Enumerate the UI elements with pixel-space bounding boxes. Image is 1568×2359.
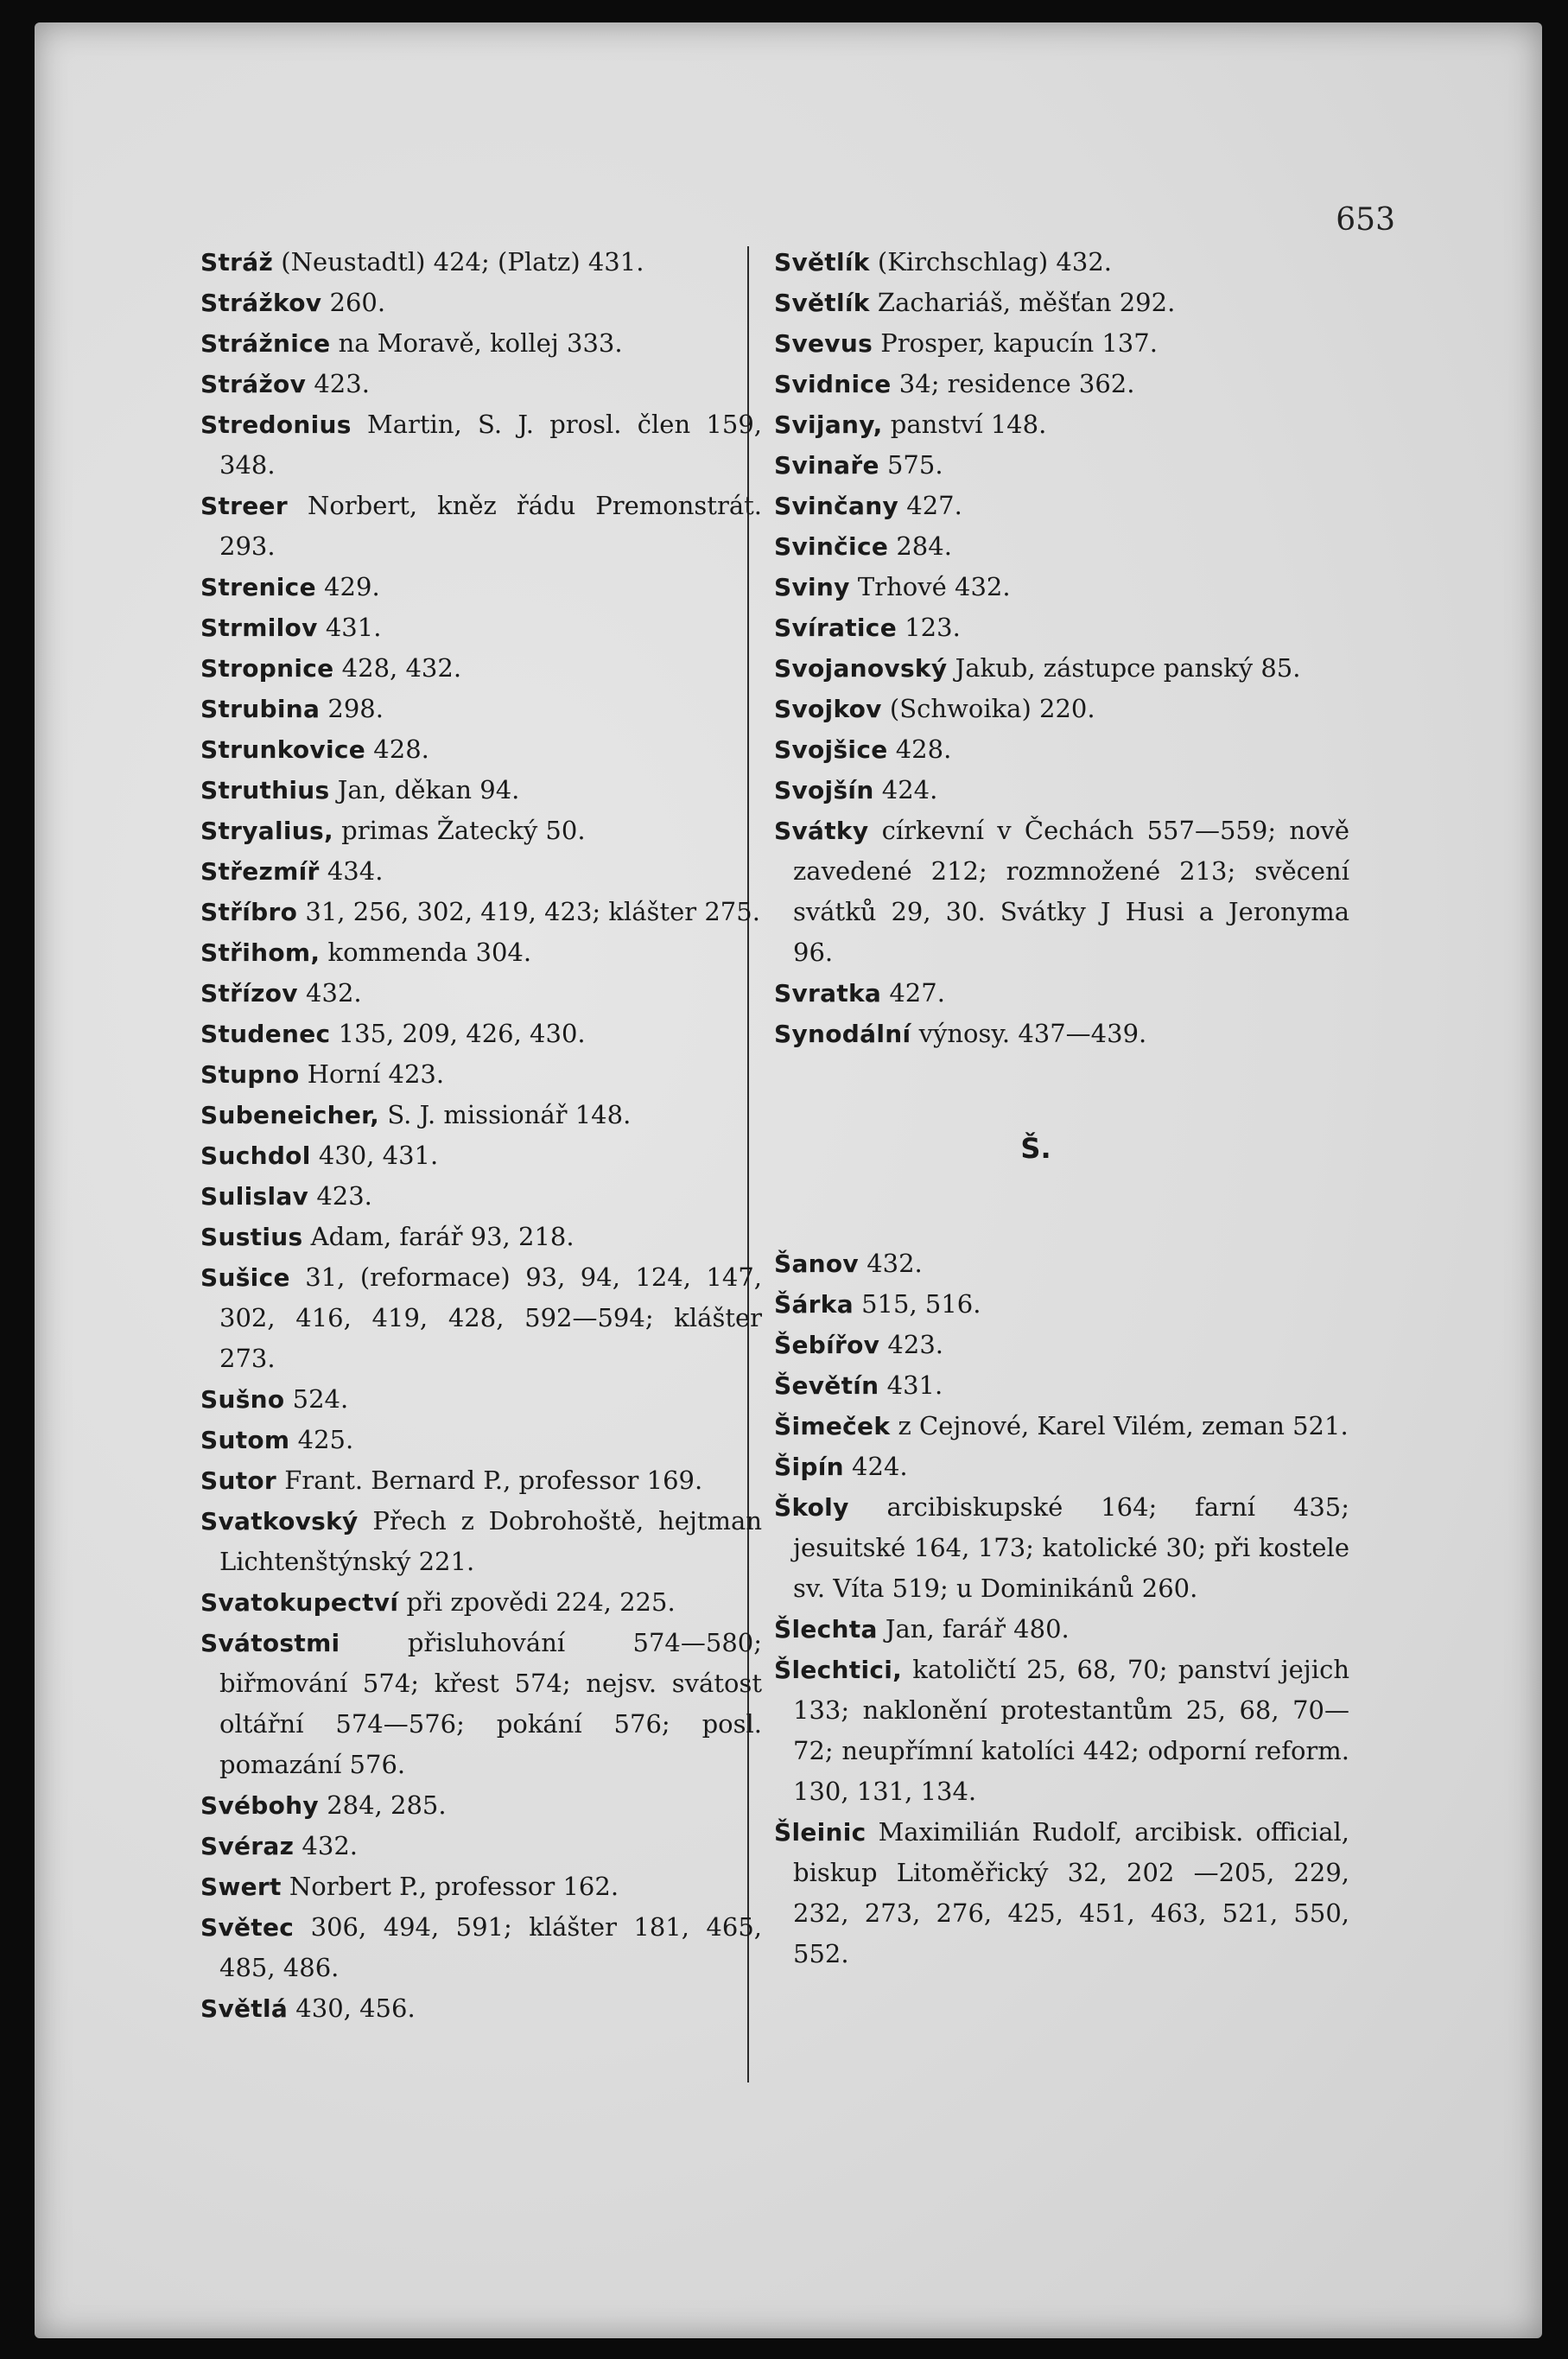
entry-references: 284. [888,531,952,561]
entry-references: 31, (reformace) 93, 94, 124, 147, 302, 416, 419, 428, 592—594; klášter 273. [219,1262,762,1373]
index-entry [200,1379,762,1420]
index-column-right [774,242,1349,1974]
index-entry [200,892,762,932]
entry-headword: Světlík [774,248,870,277]
entry-headword: Synodální [774,1020,911,1048]
entry-headword: Strubina [200,695,321,723]
entry-headword: Studenec [200,1020,331,1048]
entry-headword: Svinčany [774,492,899,520]
index-entry [774,1406,1349,1447]
entry-headword: Světlá [200,1994,289,2023]
entry-headword: Šárka [774,1290,854,1319]
entry-references: Norbert P., professor 162. [281,1872,619,1901]
entry-references: Jan, děkan 94. [329,775,520,804]
entry-headword: Sušno [200,1385,285,1414]
entry-headword: Střihom, [200,938,321,967]
index-entry [774,729,1349,770]
entry-references: 524. [284,1384,349,1414]
entry-references: Zachariáš, měšťan 292. [869,288,1176,317]
index-entry [200,242,762,283]
entry-references: 123. [897,613,961,642]
entry-headword: Svojanovský [774,654,948,683]
entry-headword: Stupno [200,1060,300,1089]
entry-headword: Svébohy [200,1791,319,1820]
entry-headword: Šimeček [774,1412,891,1440]
index-entry [774,1609,1349,1650]
entry-references: 424. [843,1452,908,1481]
entry-headword: Šipín [774,1453,844,1481]
entry-headword: Šebířov [774,1331,880,1359]
entry-headword: Svojkov [774,695,882,723]
index-entry [200,1257,762,1379]
entry-references: 428. [887,734,952,764]
entry-references: 423. [879,1330,943,1359]
index-group-s [774,242,1349,1054]
entry-references: (Schwoika) 220. [881,694,1095,723]
index-entry [200,1095,762,1135]
entry-headword: Strážkov [200,289,322,317]
entry-references: přisluhování 574—580; biřmování 574; křest 574; nejsv. svátost oltářní 574—576; pokání 576; posl. pomazání 576. [219,1628,762,1779]
index-entry [774,445,1349,486]
entry-references: (Neustadtl) 424; (Platz) 431. [273,247,644,277]
entry-headword: Sviny [774,573,850,601]
index-entry [200,851,762,892]
entry-headword: Stropnice [200,654,334,683]
index-group-sh [774,1243,1349,1974]
index-entry [774,1325,1349,1365]
entry-headword: Svatokupectví [200,1588,399,1617]
entry-references: panství 148. [882,410,1047,439]
entry-references: 430, 456. [288,1993,416,2023]
entry-references: Jakub, zástupce panský 85. [947,653,1301,683]
page-number: 653 [1336,202,1395,238]
entry-references: 427. [881,978,945,1008]
entry-references: 515, 516. [853,1289,981,1319]
entry-references: 575. [879,450,943,480]
index-entry [200,1988,762,2029]
entry-references: Prosper, kapucín 137. [873,328,1158,358]
entry-references: 284, 285. [318,1790,447,1820]
entry-headword: Střízov [200,979,298,1008]
entry-references: Trhové 432. [849,572,1011,601]
index-entry [774,526,1349,567]
entry-references: 260. [321,288,386,317]
entry-references: Martin, S. J. prosl. člen 159, 348. [219,410,762,480]
entry-references: 429. [315,572,380,601]
index-entry [774,1447,1349,1487]
entry-references: 298. [320,694,384,723]
entry-references: 432. [858,1249,923,1278]
index-entry [774,364,1349,404]
index-entry [774,1812,1349,1974]
entry-headword: Struthius [200,776,330,804]
entry-references: 432. [294,1831,359,1860]
entry-references: 431. [317,613,382,642]
entry-references: primas Žatecký 50. [333,816,586,845]
entry-headword: Stříbro [200,898,298,926]
entry-references: Horní 423. [299,1059,445,1089]
index-entry [200,932,762,973]
entry-references: církevní v Čechách 557—559; nově zavedené 212; rozmnožené 213; svěcení svátků 29, 30. Svátky J Husi a Jeronyma 96. [793,816,1349,967]
entry-headword: Sušice [200,1263,290,1292]
entry-headword: Svéraz [200,1832,295,1860]
index-entry [200,486,762,567]
index-entry [200,567,762,607]
entry-references: Přech z Dobrohoště, hejtman Lichtenštýnský 221. [219,1506,762,1576]
entry-headword: Šanov [774,1249,859,1278]
entry-headword: Svratka [774,979,882,1008]
entry-headword: Sutor [200,1466,277,1495]
index-entry [774,648,1349,689]
entry-headword: Školy [774,1493,849,1522]
entry-headword: Světec [200,1913,295,1942]
entry-references: katoličtí 25, 68, 70; panství jejich 133; naklonění protestantům 25, 68, 70—72; neupřímní katolíci 442; odporní reform. 130, 131, 134. [793,1655,1349,1806]
index-entry [200,1785,762,1826]
entry-headword: Sustius [200,1223,303,1251]
entry-headword: Stráž [200,248,274,277]
index-entry [200,811,762,851]
index-entry [774,283,1349,323]
entry-references: 424. [873,775,938,804]
index-entry [200,1135,762,1176]
entry-headword: Šleinic [774,1818,867,1847]
index-entry [200,607,762,648]
entry-references: 432. [297,978,362,1008]
entry-headword: Svidnice [774,370,892,398]
index-entry [200,1054,762,1095]
entry-references: 31, 256, 302, 419, 423; klášter 275. [297,897,760,926]
index-entry [774,1365,1349,1406]
index-entry [200,1176,762,1217]
entry-headword: Svojšín [774,776,874,804]
entry-headword: Svátostmi [200,1629,340,1657]
index-entry [200,283,762,323]
index-entry [200,404,762,486]
index-entry [200,1866,762,1907]
index-entry [774,607,1349,648]
entry-references: (Kirchschlag) 432. [869,247,1113,277]
entry-headword: Svevus [774,329,873,358]
section-heading: Š. [1020,1132,1051,1165]
entry-headword: Suchdol [200,1141,311,1170]
index-entry [200,1623,762,1785]
index-entry [774,567,1349,607]
entry-headword: Strmilov [200,614,318,642]
index-entry [200,1217,762,1257]
entry-references: Maximilián Rudolf, arcibisk. official, biskup Litoměřický 32, 202 —205, 229, 232, 273, 276, 425, 451, 463, 521, 550, 552. [793,1817,1349,1968]
entry-references: z Cejnové, Karel Vilém, zeman 521. [890,1411,1349,1440]
index-entry [774,770,1349,811]
entry-headword: Strážov [200,370,307,398]
entry-headword: Strunkovice [200,735,366,764]
index-entry [200,1420,762,1460]
index-entry [200,1501,762,1582]
index-entry [774,1284,1349,1325]
index-entry [200,1907,762,1988]
index-entry [200,648,762,689]
entry-references: na Moravě, kollej 333. [330,328,623,358]
entry-headword: Svijany, [774,410,883,439]
index-column-left [200,242,762,2029]
index-entry [200,973,762,1014]
index-entry [774,689,1349,729]
entry-headword: Šlechtici, [774,1656,903,1684]
entry-references: Adam, farář 93, 218. [302,1222,575,1251]
entry-headword: Stredonius [200,410,352,439]
entry-references: 428. [365,734,429,764]
entry-headword: Svatkovský [200,1507,359,1536]
entry-references: Norbert, kněz řádu Premonstrát. 293. [219,491,762,561]
entry-references: 423. [306,369,370,398]
index-entry [774,486,1349,526]
entry-headword: Svátky [774,817,869,845]
index-entry [200,770,762,811]
entry-references: výnosy. 437—439. [911,1019,1147,1048]
entry-references: 427. [898,491,962,520]
entry-references: 428, 432. [333,653,462,683]
index-entry [774,323,1349,364]
index-entry [200,323,762,364]
entry-references: 135, 209, 426, 430. [330,1019,586,1048]
entry-references: 34; residence 362. [891,369,1135,398]
index-entry [200,1826,762,1866]
entry-references: 430, 431. [310,1141,439,1170]
index-entry [200,364,762,404]
entry-headword: Ševětín [774,1371,879,1400]
index-entry [774,1650,1349,1812]
entry-headword: Stryalius, [200,817,333,845]
index-entry [200,729,762,770]
index-entry [200,1582,762,1623]
entry-references: 423. [308,1181,372,1211]
entry-references: Frant. Bernard P., professor 169. [276,1466,703,1495]
index-entry [200,689,762,729]
entry-references: 306, 494, 591; klášter 181, 465, 485, 486. [219,1912,762,1982]
entry-references: 434. [319,856,384,886]
index-entry [774,404,1349,445]
entry-references: při zpovědi 224, 225. [398,1587,676,1617]
entry-headword: Strážnice [200,329,331,358]
entry-headword: Subeneicher, [200,1101,380,1129]
entry-headword: Sutom [200,1426,290,1454]
index-entry [774,811,1349,973]
entry-headword: Střezmíř [200,857,320,886]
entry-headword: Swert [200,1873,282,1901]
entry-headword: Svinčice [774,532,889,561]
entry-headword: Svíratice [774,614,897,642]
index-entry [774,973,1349,1014]
index-entry [774,1243,1349,1284]
index-entry [774,242,1349,283]
entry-headword: Svinaře [774,451,879,480]
entry-headword: Streer [200,492,288,520]
index-entry [200,1460,762,1501]
entry-references: 425. [289,1425,354,1454]
entry-headword: Šlechta [774,1615,878,1644]
entry-headword: Strenice [200,573,316,601]
entry-headword: Svojšice [774,735,888,764]
entry-references: kommenda 304. [320,938,532,967]
index-entry [774,1014,1349,1054]
entry-headword: Světlík [774,289,870,317]
index-entry [774,1487,1349,1609]
entry-headword: Sulislav [200,1182,309,1211]
entry-references: arcibiskupské 164; farní 435; jesuitské 164, 173; katolické 30; při kostele sv. Víta 519; u Dominikánů 260. [793,1492,1349,1603]
entry-references: 431. [879,1370,943,1400]
entry-references: Jan, farář 480. [877,1614,1070,1644]
entry-references: S. J. missionář 148. [379,1100,632,1129]
index-entry [200,1014,762,1054]
